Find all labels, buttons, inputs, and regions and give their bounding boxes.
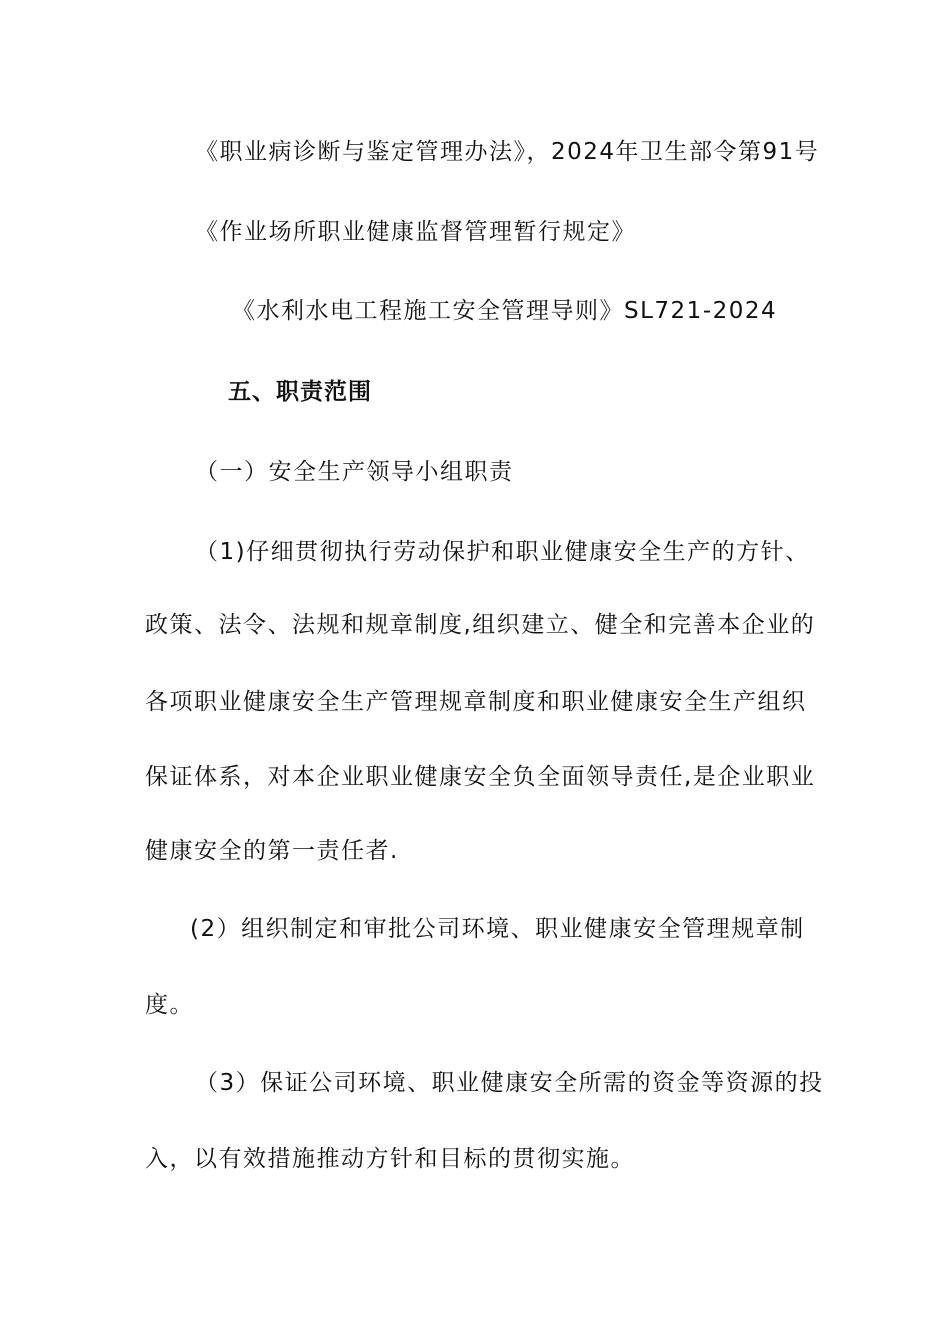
section-heading: 五、职责范围: [228, 379, 372, 405]
reference-line-2: 《作业场所职业健康监督管理暂行规定》: [195, 219, 636, 245]
paragraph-1-line-5: 健康安全的第一责任者.: [145, 838, 399, 864]
reference-line-1: 《职业病诊断与鉴定管理办法》，2024年卫生部令第91号: [195, 139, 820, 165]
paragraph-2-line-1: (2）组织制定和审批公司环境、职业健康安全管理规章制: [190, 916, 805, 942]
paragraph-1-line-1: （1)仔细贯彻执行劳动保护和职业健康安全生产的方针、: [195, 539, 810, 565]
paragraph-1-line-2: 政策、法令、法规和规章制度,组织建立、健全和完善本企业的: [145, 612, 816, 638]
paragraph-1-line-3: 各项职业健康安全生产管理规章制度和职业健康安全生产组织: [145, 689, 807, 715]
reference-line-3: 《水利水电工程施工安全管理导则》SL721-2024: [232, 298, 778, 324]
paragraph-3-line-2: 入，以有效措施推动方针和目标的贯彻实施。: [145, 1146, 635, 1172]
subsection-heading: （一）安全生产领导小组职责: [195, 459, 514, 485]
paragraph-1-line-4: 保证体系，对本企业职业健康安全负全面领导责任,是企业职业: [145, 764, 816, 790]
paragraph-3-line-1: （3）保证公司环境、职业健康安全所需的资金等资源的投: [195, 1070, 824, 1096]
paragraph-2-line-2: 度。: [145, 992, 194, 1018]
